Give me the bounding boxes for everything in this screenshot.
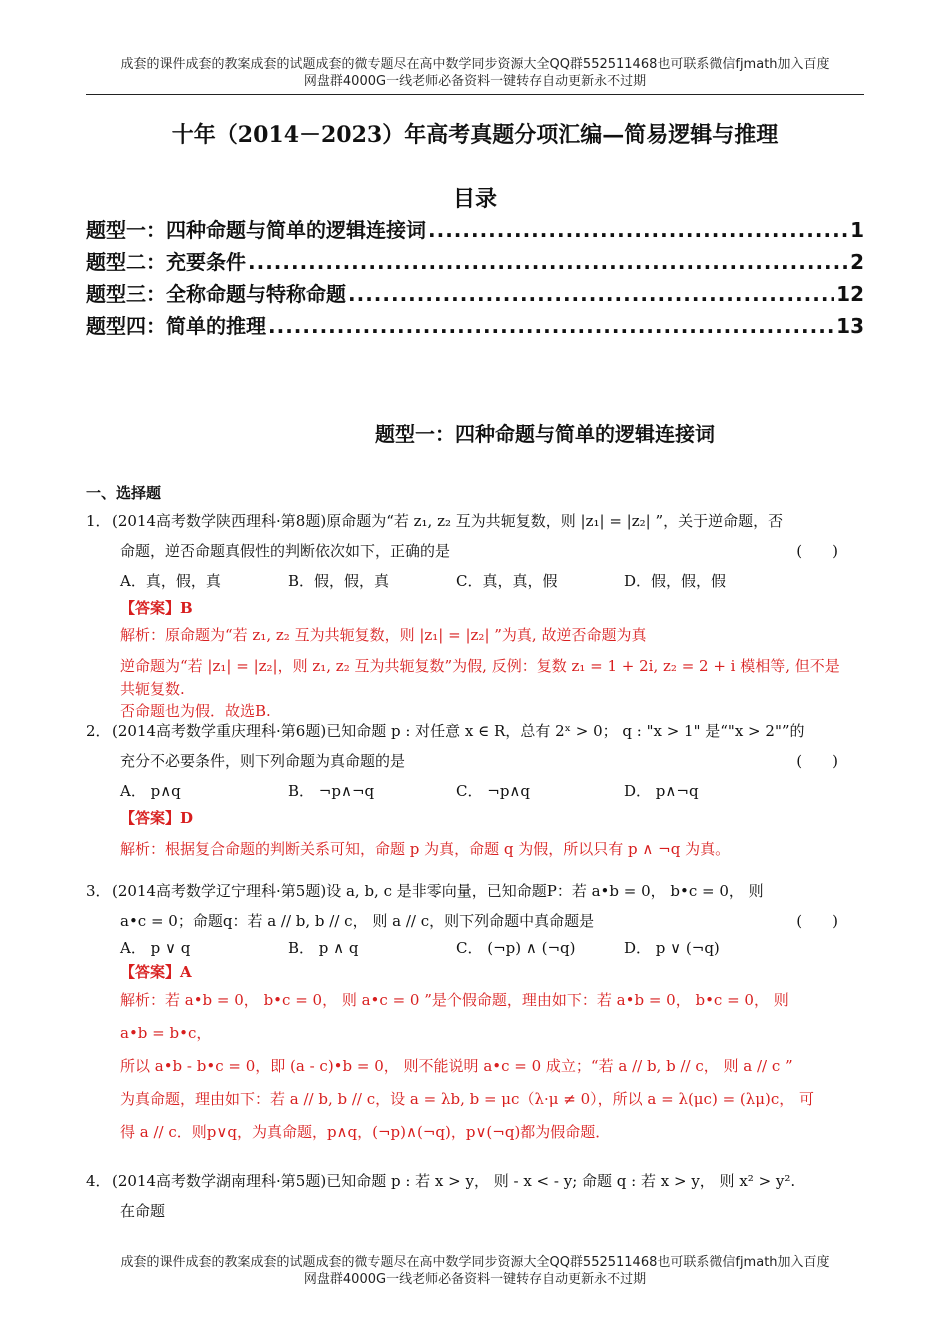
- toc-item-page: 12: [836, 282, 864, 306]
- explanation-line: a•b = b•c，: [120, 1024, 212, 1042]
- question-stem: a•c = 0；命题q：若 a // b, b // c， 则 a // c，则下列命题中真命题是: [120, 912, 595, 930]
- answer-label: 【答案】D: [120, 809, 194, 827]
- toc-leader: [348, 282, 834, 306]
- question-stem-line: [86, 906, 864, 936]
- toc-leader: [268, 314, 834, 338]
- explanation-line: 解析：原命题为“若 z₁, z₂ 互为共轭复数，则 |z₁| = |z₂| ”为真, 故逆否命题为真: [120, 626, 647, 644]
- answer-blank: ( ): [796, 752, 838, 770]
- question-stem: (2014高考数学重庆理科·第6题)已知命题 p : 对任意 x ∈ R，总有 2ˣ > 0； q : "x > 1" 是“"x > 2"”的: [112, 722, 805, 740]
- page-footer: [86, 1254, 864, 1288]
- question-stem-line: [86, 746, 864, 776]
- option: C． ¬p∧q: [456, 782, 530, 800]
- explanation-line: 解析：根据复合命题的判断关系可知，命题 p 为真，命题 q 为假，所以只有 p ∧ ¬q 为真。: [120, 840, 731, 858]
- question-stem-line: [86, 1196, 864, 1226]
- explanation-line: 共轭复数.: [120, 680, 185, 698]
- option: B． p ∧ q: [288, 939, 359, 957]
- question-number: 3．: [86, 882, 111, 900]
- toc-item[interactable]: [86, 214, 864, 246]
- answer-label: 【答案】A: [120, 963, 192, 981]
- answer-blank: ( ): [796, 542, 838, 560]
- option: A．真，假，真: [120, 572, 221, 590]
- toc-item-page: 2: [850, 250, 864, 274]
- question-number: 1．: [86, 512, 111, 530]
- option-list: [86, 936, 864, 960]
- explanation-line: 为真命题，理由如下：若 a // b, b // c，设 a = λb, b = μc（λ·μ ≠ 0），所以 a = λ(μc) = (λμ)c， 可: [120, 1090, 815, 1108]
- toc-item-label: 题型三：全称命题与特称命题: [86, 282, 346, 306]
- toc-item[interactable]: [86, 278, 864, 310]
- option: A． p∧q: [120, 782, 181, 800]
- page-header: [86, 56, 864, 90]
- header-line-2: 网盘群4000G一线老师必备资料一键转存自动更新永不过期: [303, 74, 647, 89]
- toc-item[interactable]: [86, 246, 864, 278]
- section-title: 题型一：四种命题与简单的逻辑连接词: [375, 422, 715, 446]
- question-stem: (2014高考数学辽宁理科·第5题)设 a, b, c 是非零向量，已知命题P：若 a•b = 0， b•c = 0， 则: [112, 882, 764, 900]
- explanation-line: 得 a // c．则p∨q，为真命题，p∧q，(¬p)∧(¬q)，p∨(¬q)都为假命题．: [120, 1123, 611, 1141]
- question-number: 4．: [86, 1172, 111, 1190]
- toc-item-label: 题型二：充要条件: [86, 250, 246, 274]
- footer-line-1: 成套的课件成套的教案成套的试题成套的微专题尽在高中数学同步资源大全QQ群552511468也可联系微信fjmath加入百度: [120, 1255, 830, 1270]
- toc-item-label: 题型一：四种命题与简单的逻辑连接词: [86, 218, 426, 242]
- explanation: [86, 620, 864, 722]
- option-list: [86, 566, 864, 596]
- question-3: [86, 876, 864, 1149]
- table-of-contents: [86, 214, 864, 342]
- question-stem: (2014高考数学湖南理科·第5题)已知命题 p : 若 x > y， 则 - x < - y; 命题 q : 若 x > y， 则 x² > y².: [112, 1172, 796, 1190]
- question-stem-line: [86, 716, 864, 746]
- explanation: [86, 984, 864, 1149]
- option: A． p ∨ q: [120, 939, 191, 957]
- toc-item-page: 1: [850, 218, 864, 242]
- question-stem: (2014高考数学陕西理科·第8题)原命题为“若 z₁, z₂ 互为共轭复数，则 |z₁| = |z₂| ”，关于逆命题，否: [112, 512, 784, 530]
- toc-leader: [248, 250, 848, 274]
- question-stem-line: [86, 1166, 864, 1196]
- option: C． (¬p) ∧ (¬q): [456, 939, 576, 957]
- document-title: 十年（2014－2023）年高考真题分项汇编—简易逻辑与推理: [171, 122, 779, 148]
- question-stem: 充分不必要条件，则下列命题为真命题的是: [120, 752, 406, 770]
- footer-line-2: 网盘群4000G一线老师必备资料一键转存自动更新永不过期: [303, 1272, 647, 1287]
- explanation-line: 所以 a•b - b•c = 0，即 (a - c)•b = 0， 则不能说明 a•c = 0 成立；“若 a // b, b // c， 则 a // c ”: [120, 1057, 793, 1075]
- question-stem-line: [86, 536, 864, 566]
- toc-leader: [428, 218, 848, 242]
- question-1: [86, 506, 864, 722]
- question-stem-line: [86, 876, 864, 906]
- toc-item[interactable]: [86, 310, 864, 342]
- toc-heading: 目录: [452, 186, 497, 212]
- toc-item-label: 题型四：简单的推理: [86, 314, 266, 338]
- header-rule: [86, 94, 864, 95]
- answer-label: 【答案】B: [120, 599, 193, 617]
- question-stem-line: [86, 506, 864, 536]
- option-list: [86, 776, 864, 806]
- option: D． p ∨ (¬q): [624, 939, 720, 957]
- question-number: 2．: [86, 722, 111, 740]
- option: D．假，假，假: [624, 572, 727, 590]
- explanation-line: 解析：若 a•b = 0， b•c = 0， 则 a•c = 0 ”是个假命题，理由如下：若 a•b = 0， b•c = 0， 则: [120, 991, 789, 1009]
- question-4: [86, 1166, 864, 1226]
- question-stem: 命题，逆否命题真假性的判断依次如下，正确的是: [120, 542, 451, 560]
- option: D． p∧¬q: [624, 782, 699, 800]
- question-stem: 在命题: [120, 1202, 166, 1220]
- explanation-line: 否命题也为假．故选B.: [120, 702, 271, 720]
- explanation: [86, 830, 864, 864]
- question-2: [86, 716, 864, 864]
- toc-item-page: 13: [836, 314, 864, 338]
- option: B．假，假，真: [288, 572, 390, 590]
- header-line-1: 成套的课件成套的教案成套的试题成套的微专题尽在高中数学同步资源大全QQ群552511468也可联系微信fjmath加入百度: [120, 57, 830, 72]
- option: B． ¬p∧¬q: [288, 782, 375, 800]
- answer-blank: ( ): [796, 912, 838, 930]
- option: C．真，真，假: [456, 572, 558, 590]
- part-title: 一、选择题: [86, 484, 162, 502]
- explanation-line: 逆命题为“若 |z₁| = |z₂|，则 z₁, z₂ 互为共轭复数”为假, 反例：复数 z₁ = 1 + 2i, z₂ = 2 + i 模相等, 但不是: [120, 657, 840, 675]
